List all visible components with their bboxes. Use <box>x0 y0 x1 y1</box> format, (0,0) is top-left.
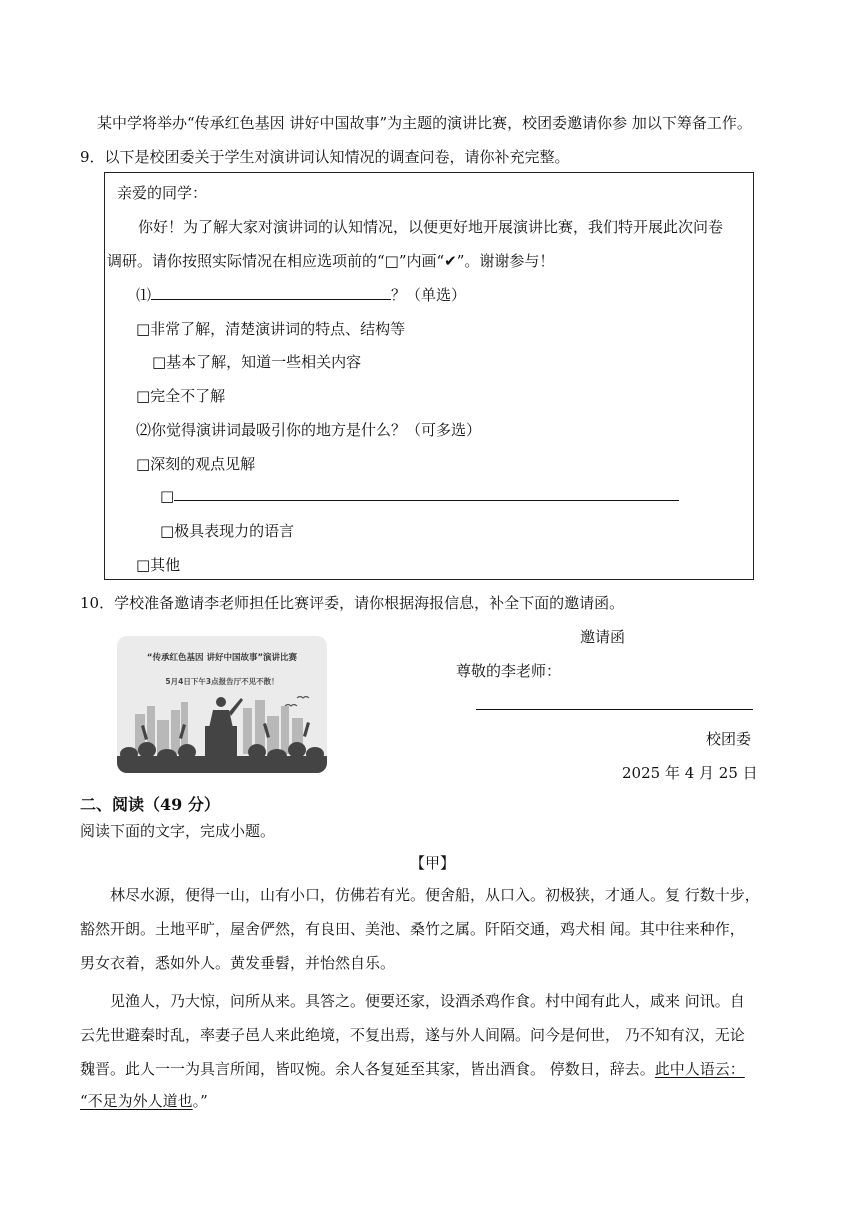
survey-body-line2: 调研。请你按照实际情况在相应选项前的“□”内画“✔”。谢谢参与！ <box>107 252 555 270</box>
survey-item1-blank[interactable] <box>151 285 391 300</box>
intro-text: 某中学将举办“传承红色基因 讲好中国故事”为主题的演讲比赛，校团委邀请你参 加以下筹备工作。 <box>97 114 752 132</box>
passage-p2-line3 <box>80 1058 745 1079</box>
survey-item1-tail: ？（单选） <box>391 286 467 304</box>
survey-item1-option-2: □基本了解，知道一些相关内容 <box>152 353 362 371</box>
survey-item2-question: ⑵你觉得演讲词最吸引你的地方是什么？（可多选） <box>136 421 482 439</box>
passage-p2-line3-text: 魏晋。此人一一为具言所闻，皆叹惋。余人各复延至其家，皆出酒食。 停数日，辞去。 <box>80 1060 655 1078</box>
survey-item1-number: ⑴ <box>136 286 152 304</box>
survey-item1-option-1: □非常了解，清楚演讲词的特点、结构等 <box>136 320 406 338</box>
letter-date: 2025 年 4 月 25 日 <box>622 764 758 782</box>
passage-p2-end: 。” <box>192 1092 208 1110</box>
passage-p2-line2: 云先世避秦时乱，率妻子邑人来此绝境，不复出焉，遂与外人间隔。问今是何世， 乃不知有汉，无论 <box>80 1026 745 1044</box>
survey-item2-option-3: □极具表现力的语言 <box>160 522 295 540</box>
poster-subtitle: 5月4日下午3点报告厅不见不散！ <box>165 677 279 686</box>
passage-label: 【甲】 <box>410 854 456 872</box>
letter-title: 邀请函 <box>580 628 626 646</box>
q10-prompt: 10．学校准备邀请李老师担任比赛评委，请你根据海报信息，补全下面的邀请函。 <box>80 594 625 612</box>
section-instruction: 阅读下面的文字，完成小题。 <box>80 822 276 840</box>
survey-item1 <box>136 284 466 305</box>
passage-p2-line4 <box>80 1090 208 1111</box>
letter-signature: 校团委 <box>706 730 752 748</box>
poster-image <box>117 636 327 773</box>
survey-item2-option-4: □其他 <box>136 556 181 574</box>
letter-answer-blank[interactable] <box>476 709 753 710</box>
section-heading: 二、阅读（49 分） <box>80 795 220 814</box>
passage-p1-line3: 男女衣着，悉如外人。黄发垂髫，并怡然自乐。 <box>80 954 396 972</box>
underlined-sentence-part1: 此中人语云： <box>654 1060 745 1078</box>
survey-item2-option-2-box: □ <box>160 487 175 505</box>
survey-greeting: 亲爱的同学： <box>117 184 208 202</box>
poster-illustration <box>117 636 327 773</box>
survey-item2-option-2 <box>160 486 679 505</box>
q9-prompt: 9．以下是校团委关于学生对演讲词认知情况的调查问卷，请你补充完整。 <box>80 148 570 166</box>
passage-p1-line1: 林尽水源，便得一山，山有小口，仿佛若有光。便舍船，从口入。初极狭，才通人。复 行数十步， <box>110 886 760 904</box>
survey-item2-option-1: □深刻的观点见解 <box>136 455 256 473</box>
poster-title: “传承红色基因 讲好中国故事”演讲比赛 <box>146 653 298 663</box>
underlined-sentence-part2: “不足为外人道也 <box>80 1092 193 1110</box>
survey-body-line1: 你好！为了解大家对演讲词的认知情况，以便更好地开展演讲比赛，我们特开展此次问卷 <box>138 218 724 236</box>
letter-salutation: 尊敬的李老师： <box>456 662 562 680</box>
passage-p2-line1: 见渔人，乃大惊，问所从来。具答之。便要还家，设酒杀鸡作食。村中闻有此人，咸来 问讯。自 <box>110 992 745 1010</box>
survey-item2-blank[interactable] <box>174 486 679 501</box>
survey-item1-option-3: □完全不了解 <box>136 387 226 405</box>
passage-p1-line2: 豁然开朗。土地平旷，屋舍俨然，有良田、美池、桑竹之属。阡陌交通，鸡犬相 闻。其中往来种作， <box>80 920 745 938</box>
